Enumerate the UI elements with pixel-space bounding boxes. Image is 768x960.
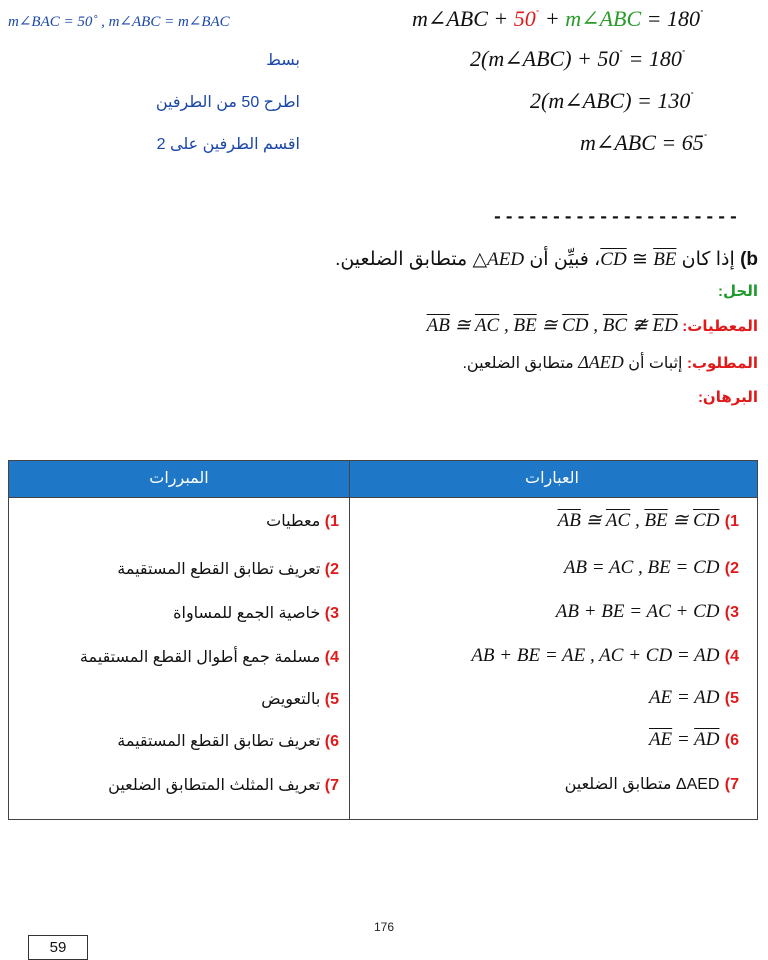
derivation-equation-4: m∠ABC = 65˚ bbox=[580, 130, 708, 155]
derivation-given: m∠BAC = 50˚ , m∠ABC = m∠BAC bbox=[8, 14, 230, 30]
page-box-number: 59 bbox=[28, 935, 88, 960]
proof-label: البرهان: bbox=[697, 389, 758, 406]
table-row bbox=[9, 769, 757, 805]
statement-cell: 6) $\overline{AE} = \overline{AD}$ bbox=[648, 729, 739, 750]
givens-expression: $\overline{AB}$ ≅ $\overline{AC}$ , $\overline{BE}$ ≅ $\overline{CD}$ , $\overline{BC}$ ≇ $\overline{ED}$ bbox=[426, 315, 678, 336]
problem-text: إذا كان bbox=[676, 249, 741, 270]
reason-cell: 6) تعريف تطابق القطع المستقيمة bbox=[117, 733, 339, 750]
table-row bbox=[9, 597, 757, 633]
reason-cell: 2) تعريف تطابق القطع المستقيمة bbox=[117, 561, 339, 578]
givens-label: المعطيات: bbox=[682, 318, 758, 335]
derivation-note: بسط bbox=[266, 52, 300, 69]
required-label: المطلوب: bbox=[686, 355, 758, 372]
reason-cell: 5) بالتعويض bbox=[261, 691, 339, 708]
problem-statement: b) إذا كان CD ≅ BE، فبيِّن أن AED△ متطابق الضلعين. bbox=[335, 249, 758, 270]
table-row bbox=[9, 553, 757, 589]
proof-table bbox=[8, 460, 758, 820]
solution-label: الحل: bbox=[718, 283, 758, 300]
derivation-row-4 bbox=[0, 130, 768, 164]
eq-part: m∠ABC bbox=[565, 6, 642, 31]
reason-cell: 3) خاصية الجمع للمساواة bbox=[173, 605, 339, 622]
derivation-row-3 bbox=[0, 88, 768, 122]
statement-cell: 2) AB = AC , BE = CD bbox=[563, 557, 739, 578]
derivation-equation-1: m∠ABC + 50˚ + m∠ABC = 180˚ bbox=[412, 6, 704, 31]
derivation-note: اطرح 50 من الطرفين bbox=[155, 94, 300, 111]
givens-line bbox=[427, 314, 758, 337]
statement-cell: 1) $\overline{AB}$ ≅ $\overline{AC}$ , $\overline{BE}$ ≅ $\overline{CD}$ bbox=[557, 510, 739, 531]
derivation-note: اقسم الطرفين على 2 bbox=[156, 136, 300, 153]
derivation-equation-3: 2(m∠ABC) = 130˚ bbox=[530, 88, 695, 113]
triangle-aed: AED△ bbox=[472, 249, 525, 270]
problem-label: b) bbox=[740, 249, 758, 270]
reason-cell: 4) مسلمة جمع أطوال القطع المستقيمة bbox=[79, 649, 339, 666]
segment-cd: CD bbox=[600, 249, 627, 270]
header-reasons: المبررات bbox=[149, 470, 209, 487]
statement-cell: 4) AB + BE = AE , AC + CD = AD bbox=[471, 645, 739, 666]
reason-cell: 7) تعريف المثلث المتطابق الضلعين bbox=[108, 777, 339, 794]
table-header bbox=[9, 461, 757, 497]
eq-part: m∠ABC + bbox=[412, 6, 514, 31]
page-number: 176 bbox=[373, 920, 395, 934]
table-row bbox=[9, 683, 757, 719]
eq-part: 50 bbox=[513, 6, 536, 31]
reason-cell: 1) معطيات bbox=[266, 513, 339, 530]
header-divider bbox=[9, 497, 757, 498]
derivation-row-1 bbox=[0, 6, 768, 40]
header-statements: العبارات bbox=[525, 470, 579, 487]
derivation-row-2 bbox=[0, 46, 768, 80]
table-row bbox=[9, 725, 757, 761]
statement-cell: 5) AE = AD bbox=[648, 687, 739, 708]
segment-be: BE bbox=[653, 249, 677, 270]
eq-part: + bbox=[539, 6, 566, 31]
required-line: المطلوب: إثبات أن ΔAED متطابق الضلعين. bbox=[462, 352, 758, 372]
divider-dashes: --------------------- bbox=[492, 208, 740, 228]
eq-part: = 180 bbox=[641, 6, 700, 31]
table-row bbox=[9, 641, 757, 677]
statement-cell: 3) AB + BE = AC + CD bbox=[555, 601, 739, 622]
statement-cell: 7) ΔAED متطابق الضلعين bbox=[564, 776, 739, 793]
derivation-equation-2: 2(m∠ABC) + 50˚ = 180˚ bbox=[470, 46, 686, 71]
table-row bbox=[9, 505, 757, 541]
